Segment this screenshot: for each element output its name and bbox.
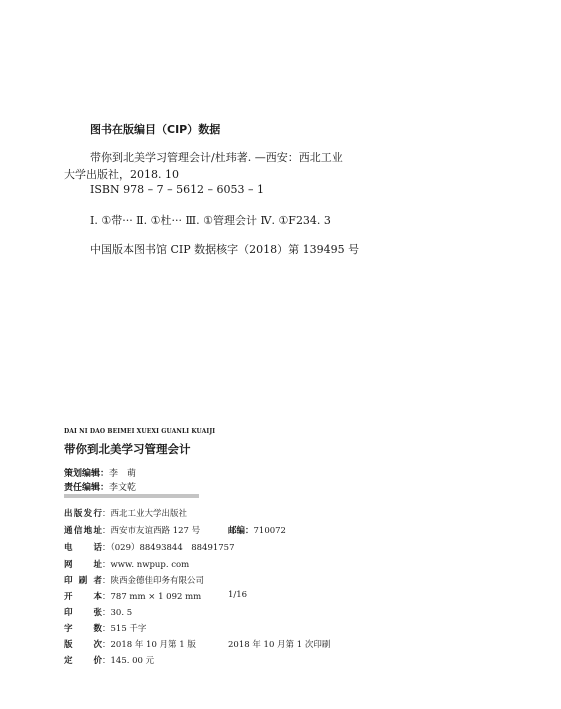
format-row	[64, 590, 201, 602]
responsible-editor-label: 责任编辑：	[64, 483, 110, 493]
words-row	[64, 622, 146, 634]
postcode	[228, 524, 286, 536]
responsible-editor-name: 李文乾	[109, 483, 137, 493]
cip-record-number: 中国版本图书馆 CIP 数据核字（2018）第 139495 号	[90, 243, 360, 256]
website-row	[64, 558, 189, 570]
cip-line-2: 大学出版社，2018. 10	[64, 168, 179, 181]
price-value: ：145. 00 元	[102, 656, 155, 666]
cip-isbn: ISBN 978 – 7 – 5612 – 6053 – 1	[90, 183, 265, 196]
price-row	[64, 654, 154, 666]
printer-value: ：陕西金德佳印务有限公司	[102, 576, 205, 586]
format-fraction: 1/16	[228, 590, 248, 600]
publisher-value: ：西北工业大学出版社	[102, 509, 188, 519]
phone-value: ：（029）88493844 88491757	[102, 543, 235, 553]
planning-editor-label: 策划编辑：	[64, 469, 110, 479]
format-value: ：787 mm × 1 092 mm	[102, 592, 202, 602]
address-row	[64, 524, 200, 536]
address-label: 通信地址	[64, 526, 102, 536]
cip-line-1: 带你到北美学习管理会计/杜玮著. —西安：西北工业	[90, 151, 343, 164]
phone-row	[64, 541, 235, 553]
website-value: ：www. nwpup. com	[102, 560, 190, 570]
format-label: 开本	[64, 592, 102, 602]
publisher-label: 出版发行	[64, 509, 102, 519]
words-value: ：515 千字	[102, 624, 147, 634]
cip-heading: 图书在版编目（CIP）数据	[90, 123, 221, 136]
sheets-row	[64, 606, 132, 618]
printing-value: 2018 年 10 月第 1 次印刷	[228, 640, 331, 650]
sheets-label: 印张	[64, 608, 102, 618]
sheets-value: ：30. 5	[102, 608, 133, 618]
edition-label: 版次	[64, 640, 102, 650]
edition-row	[64, 638, 196, 650]
publisher-row	[64, 507, 187, 519]
price-label: 定价	[64, 656, 102, 666]
printer-row	[64, 574, 204, 586]
edition-value: ：2018 年 10 月第 1 版	[102, 640, 196, 650]
pinyin-title: DAI NI DAO BEIMEI XUEXI GUANLI KUAIJI	[64, 428, 216, 435]
book-title: 带你到北美学习管理会计	[64, 442, 191, 456]
responsible-editor	[64, 480, 136, 493]
divider-bar	[64, 494, 199, 498]
planning-editor-name: 李 萌	[109, 469, 137, 479]
phone-label: 电话	[64, 543, 102, 553]
cip-classification: Ⅰ. ①带··· Ⅱ. ①杜··· Ⅲ. ①管理会计 Ⅳ. ①F234. 3	[90, 214, 331, 227]
words-label: 字数	[64, 624, 102, 634]
website-label: 网址	[64, 560, 102, 570]
printer-label: 印刷者	[64, 576, 102, 586]
postcode-label: 邮编：	[228, 526, 254, 536]
planning-editor	[64, 466, 136, 479]
address-value: ：西安市友谊西路 127 号	[102, 526, 201, 536]
postcode-value: 710072	[253, 526, 286, 536]
